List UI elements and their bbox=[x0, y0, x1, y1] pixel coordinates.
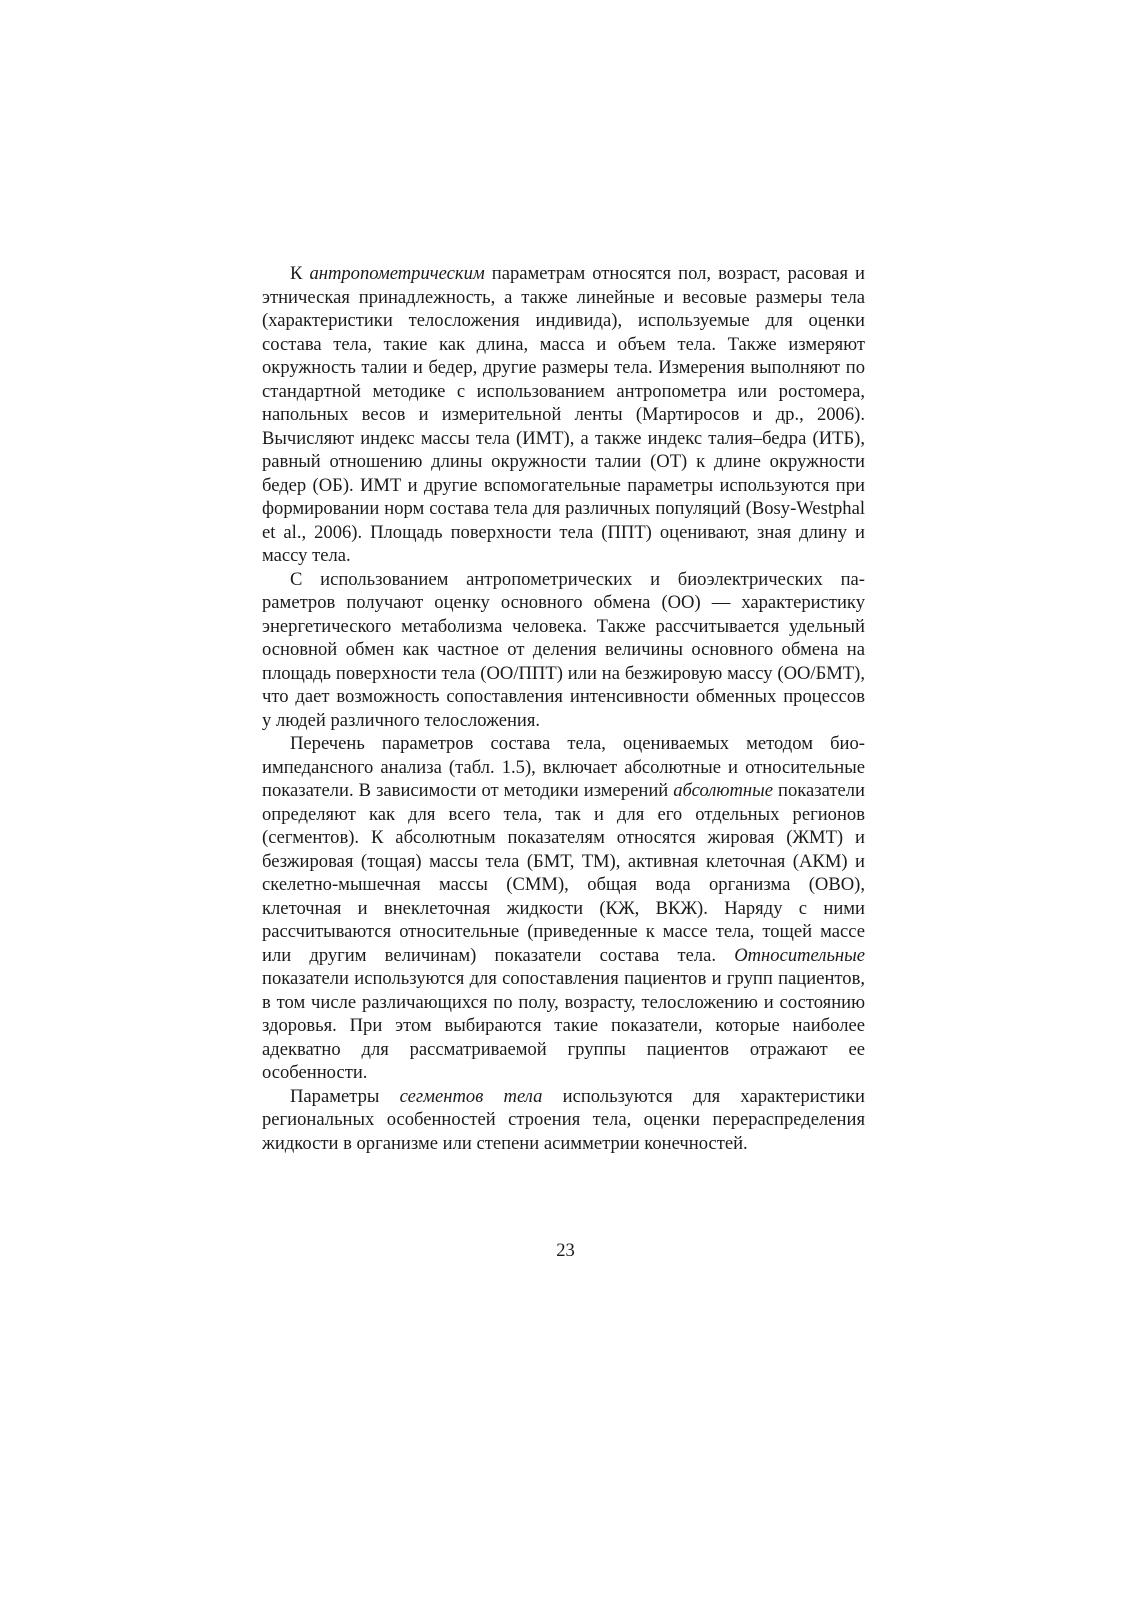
paragraph-body-segments bbox=[262, 1085, 865, 1156]
text-run: показатели используются для сопоставления пациентов и групп пациентов, в том числе различающихся по полу, возрасту, телосложению и состоянию здоровья. При этом выбираются такие показатели, которые наиболее адекватно для рассматриваемой группы пациентов отражают ее особенности. bbox=[262, 968, 865, 1083]
page-number: 23 bbox=[556, 1240, 575, 1261]
text-run: К bbox=[290, 263, 310, 284]
text-run: используются для характеристики региональных особенностей строения тела, оценки перераспределения жидкости в организме или степени асимметрии конечностей. bbox=[262, 1085, 865, 1154]
text-run: показатели определяют как для всего тела, так и для его отдельных регионов (сегментов). К абсолютным показателям относятся жировая (ЖМТ) и безжировая (тощая) массы тела (БМТ, ТМ), активная клеточная (АКМ) и скелетно-мышечная массы (СММ), общая вода организма (ОВО), клеточная и внеклеточная жидкости (КЖ, ВКЖ). Наряду с ними рассчитываются относительные (приведенные к массе тела, тощей массе или другим величинам) показатели состава тела. bbox=[262, 780, 865, 966]
text-run: С использованием антропометрических и биоэлектрических параметров получают оценку основного обмена (ОО) — характеристику энергетического метаболизма человека. Также рассчитывается удельный основной обмен как частное от деления величины основного обмена на площадь поверхности тела (ОО/ППТ) или на безжировую массу (ОО/БМТ), что дает возможность сопоставления интенсивности обменных процессов у людей различного телосложения. bbox=[262, 568, 865, 731]
italic-term: антропометрическим bbox=[309, 263, 485, 284]
italic-term: абсолютные bbox=[673, 780, 773, 801]
paragraph-anthropometric bbox=[262, 262, 865, 568]
paragraph-parameters-list bbox=[262, 732, 865, 1085]
italic-term: сегментов тела bbox=[399, 1085, 543, 1107]
italic-term: Относительные bbox=[734, 944, 865, 966]
body-text bbox=[262, 262, 865, 1155]
text-run: Параметры bbox=[290, 1085, 400, 1107]
paragraph-basal-metabolism bbox=[262, 568, 865, 733]
text-run: параметрам относятся пол, возраст, расовая и этническая принадлежность, а также линейные и весовые размеры тела (характеристики телосложения индивида), используемые для оценки состава тела, такие как длина, масса и объем тела. Также измеряют окружность талии и бедер, другие размеры тела. Измерения выполняют по стандартной методике с использованием антропометра или ростомера, напольных весов и измерительной ленты (Мартиросов и др., 2006). Вычисляют индекс массы тела (ИМТ), а также индекс талия–бедра (ИТБ), равный отношению длины окружности талии (ОТ) к длине окружности бедер (ОБ). ИМТ и другие вспомогательные параметры используются при формировании норм состава тела для различных популяций (Bosy-Westphal et al., 2006). Площадь поверхности тела (ППТ) оценивают, зная длину и массу тела. bbox=[262, 263, 865, 566]
text-run: Перечень параметров состава тела, оцениваемых методом биоимпедансного анализа (табл. 1.5), включает абсолютные и относительные показатели. В зависимости от методики измерений bbox=[262, 733, 865, 801]
